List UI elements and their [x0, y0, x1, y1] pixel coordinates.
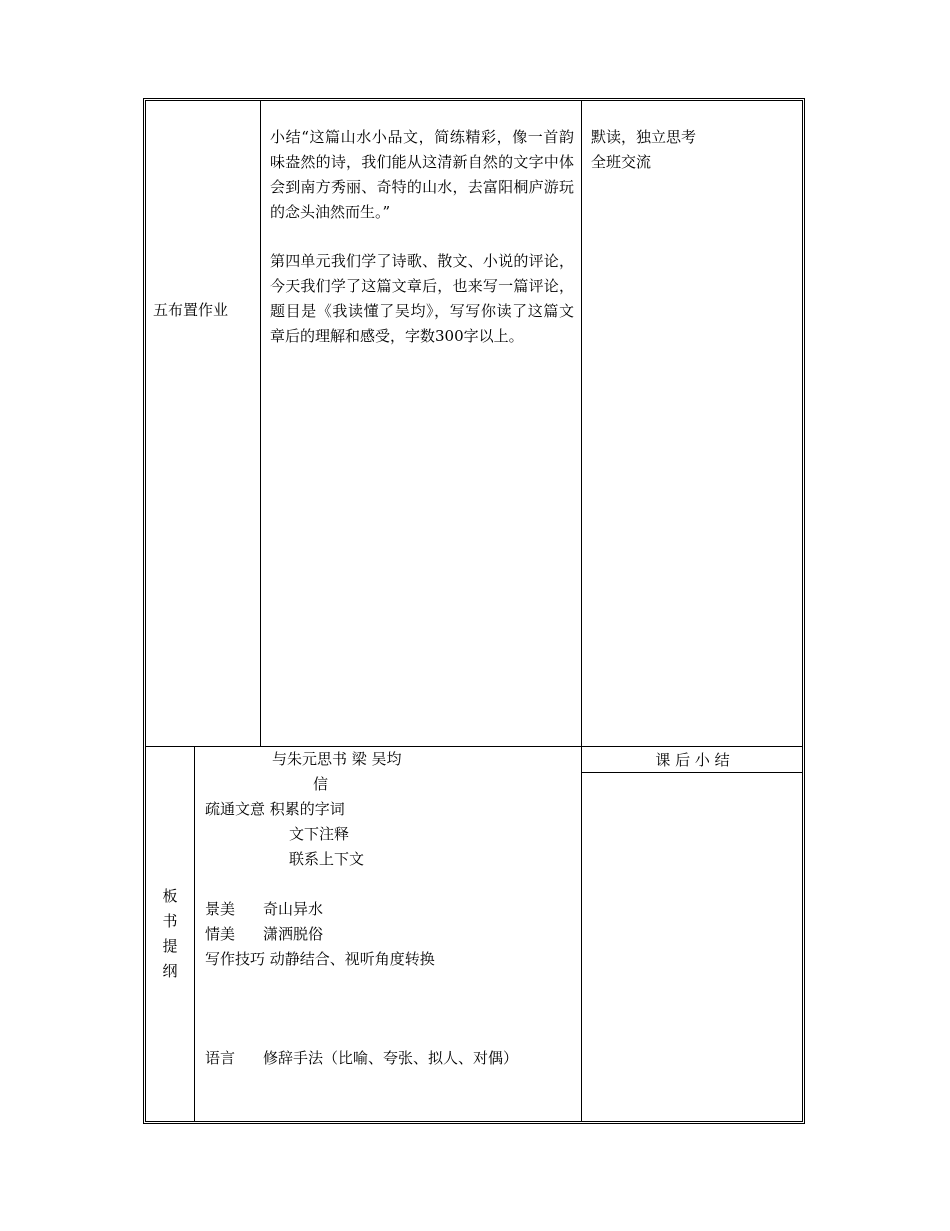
- board-outline-label-char: 板: [162, 887, 178, 905]
- row-divider: [145, 746, 803, 747]
- teacher-assignment-paragraph: 第四单元我们学了诗歌、散文、小说的评论，今天我们学了这篇文章后，也来写一篇评论，题目是《我读懂了吴均》，写写你读了这篇文章后的理解和感受，字数300字以上。: [270, 252, 574, 345]
- board-line-understanding: 疏通文意 积累的字词: [205, 800, 345, 818]
- row2-col-line-1: [194, 746, 195, 1122]
- board-language-label: 语言: [205, 1049, 236, 1067]
- board-line-notes: 文下注释: [289, 825, 350, 843]
- board-outline-label-char: 提: [162, 937, 178, 955]
- board-writing-technique: 写作技巧 动静结合、视听角度转换: [205, 950, 435, 968]
- student-activity-2: 全班交流: [591, 153, 652, 171]
- row2-col-line-2: [581, 746, 582, 1122]
- after-class-summary-header: 课 后 小 结: [655, 751, 730, 769]
- homework-section-label: 五布置作业: [153, 301, 229, 319]
- board-emotion-label: 情美: [205, 925, 236, 943]
- board-scenery-value: 奇山异水: [263, 900, 324, 918]
- board-outline-label-char: 书: [162, 912, 178, 930]
- row1-col-line-2: [581, 100, 582, 746]
- board-line-context: 联系上下文: [289, 850, 365, 868]
- board-title: 与朱元思书 梁 吴均: [272, 750, 402, 768]
- board-scenery-label: 景美: [205, 900, 236, 918]
- board-outline-label-char: 纲: [162, 962, 178, 980]
- board-emotion-value: 潇洒脱俗: [263, 925, 324, 943]
- row1-col-line-1: [260, 100, 261, 746]
- board-title-continued: 信: [313, 775, 329, 793]
- board-language-value: 修辞手法（比喻、夸张、拟人、对偶）: [263, 1049, 519, 1067]
- student-activity-1: 默读，独立思考: [591, 128, 697, 146]
- teacher-summary-paragraph: 小结“这篇山水小品文，简练精彩，像一首韵味盎然的诗，我们能从这清新自然的文字中体会到南方秀丽、奇特的山水，去富阳桐庐游玩的念头油然而生。”: [270, 128, 574, 221]
